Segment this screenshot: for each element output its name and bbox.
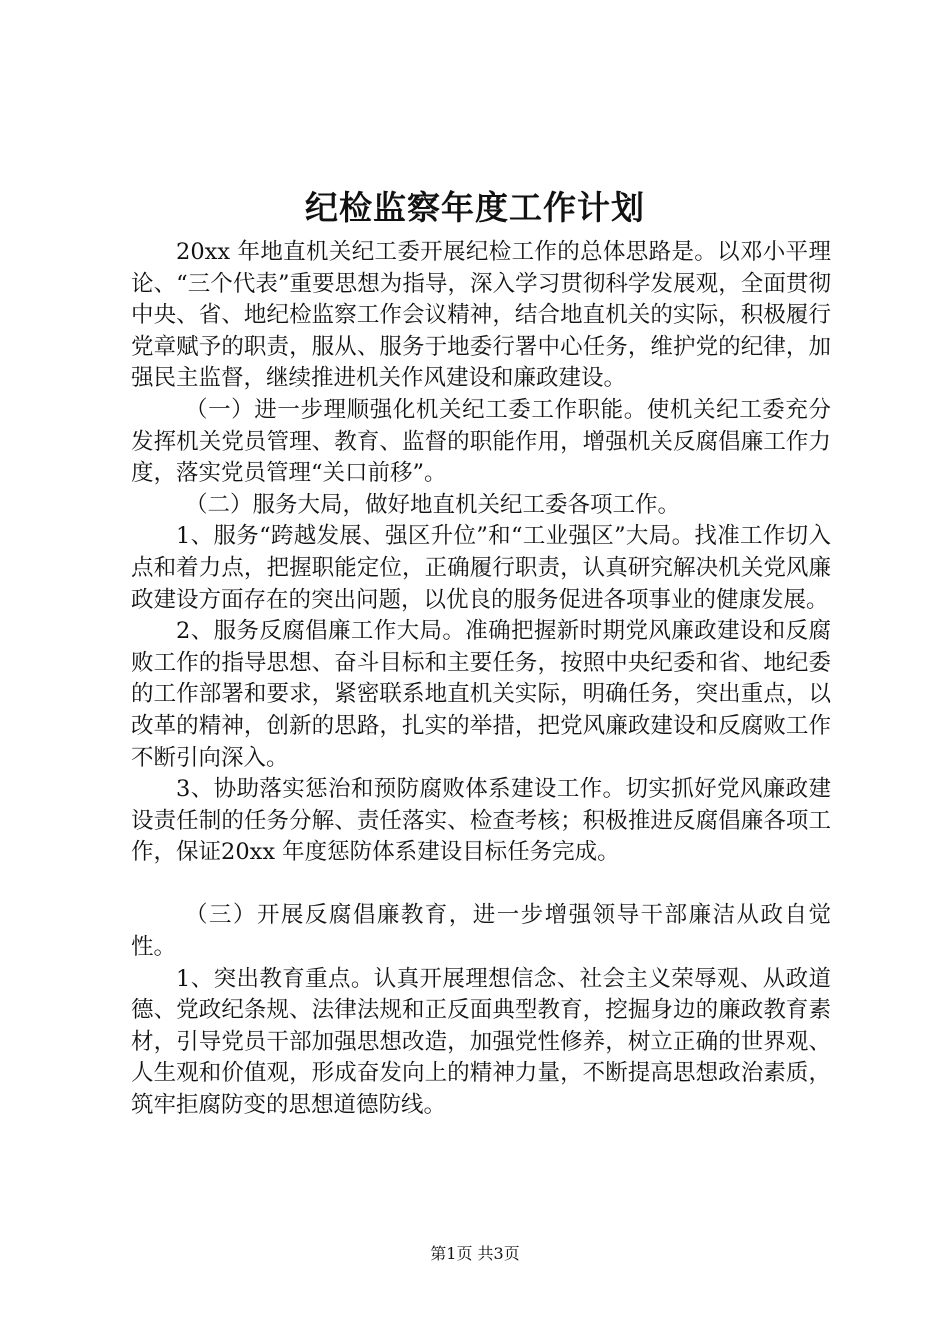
paragraph-overview: 20xx 年地直机关纪工委开展纪检工作的总体思路是。以邓小平理论、“三个代表”重要思想为指导，深入学习贯彻科学发展观，全面贯彻中央、省、地纪检监察工作会议精神，结合地直机关的实际，积极履行党章赋予的职责，服从、服务于地委行署中心任务，维护党的纪律，加强民主监督，继续推进机关作风建设和廉政建设。 [131, 239, 831, 392]
paragraph-section-3: （三）开展反腐倡廉教育，进一步增强领导干部廉洁从政自觉性。 [131, 902, 831, 961]
paragraph-item-2-1: 1、服务“跨越发展、强区升位”和“工业强区”大局。找准工作切入点和着力点，把握职能定位，正确履行职责，认真研究解决机关党风廉政建设方面存在的突出问题，以优良的服务促进各项事业的健康发展。 [131, 523, 831, 613]
document-title: 纪检监察年度工作计划 [305, 188, 645, 227]
paragraph-item-3-1: 1、突出教育重点。认真开展理想信念、社会主义荣辱观、从政道德、党政纪条规、法律法规和正反面典型教育，挖掘身边的廉政教育素材，引导党员干部加强思想改造，加强党性修养，树立正确的世界观、人生观和价值观，形成奋发向上的精神力量，不断提高思想政治素质，筑牢拒腐防变的思想道德防线。 [131, 965, 831, 1119]
document-body [131, 237, 831, 1122]
paragraph-item-2-2: 2、服务反腐倡廉工作大局。准确把握新时期党风廉政建设和反腐败工作的指导思想、奋斗目标和主要任务，按照中央纪委和省、地纪委的工作部署和要求，紧密联系地直机关实际，明确任务，突出重点，以改革的精神，创新的思路，扎实的举措，把党风廉政建设和反腐败工作不断引向深入。 [131, 618, 831, 771]
paragraph-section-2: （二）服务大局，做好地直机关纪工委各项工作。 [185, 491, 681, 518]
paragraph-item-2-3: 3、协助落实惩治和预防腐败体系建设工作。切实抓好党风廉政建设责任制的任务分解、责任落实、检查考核；积极推进反腐倡廉各项工作，保证20xx 年度惩防体系建设目标任务完成。 [131, 776, 831, 866]
paragraph-section-1: （一）进一步理顺强化机关纪工委工作职能。使机关纪工委充分发挥机关党员管理、教育、监督的职能作用，增强机关反腐倡廉工作力度，落实党员管理“关口前移”。 [131, 396, 831, 487]
page-number: 第1页 共3页 [430, 1244, 520, 1263]
